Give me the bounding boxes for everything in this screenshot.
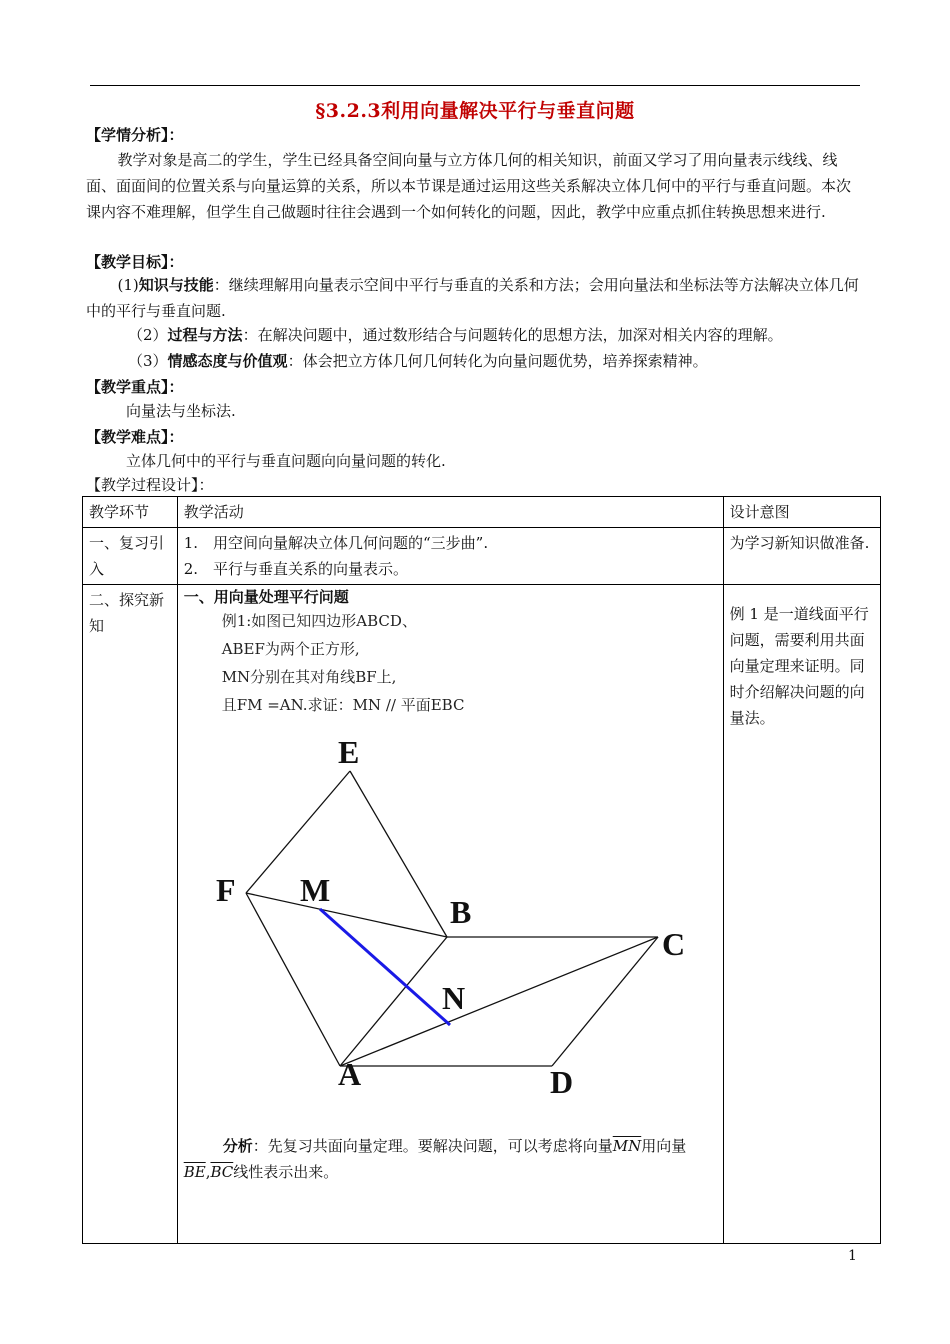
label-N: N: [441, 980, 465, 1016]
goal-2-text: ：在解决问题中，通过数形结合与问题转化的思想方法，加深对相关内容的理解。: [242, 326, 783, 344]
edge-EB: [350, 771, 447, 937]
analysis-paragraph: [184, 1133, 717, 1185]
row1-activity-line-2: 2. 平行与垂直关系的向量表示。: [183, 560, 409, 578]
header-activity: 教学活动: [177, 497, 723, 528]
goal-2-label: 过程与方法: [167, 326, 243, 344]
row2-stage: 二、探究新知: [83, 585, 178, 1244]
lesson-design-table: [82, 496, 881, 1244]
row2-intent-text: 例 1 是一道线面平行问题，需要利用共面向量定理来证明。同时介绍解决问题的向量法。: [729, 605, 869, 727]
page-number: 1: [848, 1248, 857, 1264]
vector-separator: ,: [205, 1163, 211, 1181]
row1-intent: 为学习新知识做准备.: [723, 528, 880, 585]
page-title: §3.2.3利用向量解决平行与垂直问题: [315, 100, 635, 122]
goal-2-number: （2）: [128, 326, 168, 344]
difficulty-text: 立体几何中的平行与垂直问题向向量问题的转化.: [126, 452, 446, 470]
row1-stage: 一、复习引入: [83, 528, 178, 585]
goal-1-text: ：继续理解用向量表示空间中平行与垂直的关系和方法；会用向量法和坐标法等方法解决立体几何中的平行与垂直问题.: [86, 276, 859, 320]
edge-FA: [246, 893, 340, 1066]
row2-section-title: 一、用向量处理平行问题: [183, 588, 349, 606]
goal-2: [128, 324, 783, 345]
label-M: M: [299, 872, 330, 908]
header-rule: [90, 85, 860, 86]
vector-BE: $\overline{BE}$: [183, 1163, 206, 1181]
goal-3-label: 情感态度与价值观: [167, 352, 288, 370]
segment-MN: [320, 909, 450, 1025]
label-C: C: [661, 926, 685, 962]
goal-3: [128, 350, 708, 371]
label-F: F: [215, 872, 236, 908]
key-text: 向量法与坐标法.: [126, 402, 236, 420]
label-D: D: [549, 1064, 573, 1100]
row1-activity: [177, 528, 723, 585]
table-row-explore: [83, 585, 881, 1244]
label-E: E: [337, 734, 360, 770]
analysis-text-c: 线性表示出来。: [233, 1163, 339, 1181]
table-header-row: [83, 497, 881, 528]
edge-EF: [246, 771, 350, 893]
row1-activity-line-1: 1. 用空间向量解决立体几何问题的“三步曲”.: [183, 534, 489, 552]
difficulty-heading: 【教学难点】：: [86, 428, 184, 446]
example-line-1: 例1:如图已知四边形ABCD、: [221, 612, 417, 630]
table-row-review: [83, 528, 881, 585]
header-intent: 设计意图: [723, 497, 880, 528]
edge-BA: [340, 937, 447, 1066]
label-A: A: [337, 1056, 361, 1092]
goal-3-number: （3）: [128, 352, 168, 370]
analysis-label: 分析: [222, 1137, 253, 1155]
goal-3-text: ：体会把立方体几何几何转化为向量问题优势，培养探索精神。: [287, 352, 708, 370]
analysis-text-b: 用向量: [641, 1137, 687, 1155]
example-line-2: ABEF为两个正方形,: [221, 640, 360, 658]
goals-heading: 【教学目标】：: [86, 253, 184, 271]
row2-intent: [723, 585, 880, 1244]
analysis-text-a: ：先复习共面向量定理。要解决问题，可以考虑将向量: [252, 1137, 613, 1155]
analysis-text: 教学对象是高二的学生，学生已经具备空间向量与立方体几何的相关知识，前面又学习了用向量表示线线、线面、面面间的位置关系与向量运算的关系，所以本节课是通过运用这些关系解决立体几何中的平行与垂直问题。本次课内容不难理解，但学生自己做题时往往会遇到一个如何转化的问题，因此，教学中应重点抓住转换思想来进行.: [86, 151, 852, 221]
example-line-4: 且FM =AN.求证：MN // 平面EBC: [221, 696, 465, 714]
process-heading: 【教学过程设计】：: [86, 476, 214, 494]
goal-1: [86, 272, 862, 324]
row2-activity: [177, 585, 723, 1244]
vector-BC: $\overline{BC}$: [210, 1163, 234, 1181]
header-stage: 教学环节: [83, 497, 178, 528]
geometry-diagram: [204, 723, 704, 1113]
label-B: B: [449, 894, 472, 930]
example-line-3: MN分别在其对角线BF上,: [221, 668, 397, 686]
goal-1-number: (1): [117, 276, 139, 294]
goal-1-label: 知识与技能: [138, 276, 214, 294]
key-heading: 【教学重点】：: [86, 378, 184, 396]
analysis-heading: 【学情分析】：: [86, 126, 184, 144]
vector-MN: $\overline{MN}$: [612, 1137, 642, 1155]
diagonal-FB: [246, 893, 447, 937]
diagonal-AC: [340, 937, 658, 1066]
edge-CD: [552, 937, 658, 1066]
